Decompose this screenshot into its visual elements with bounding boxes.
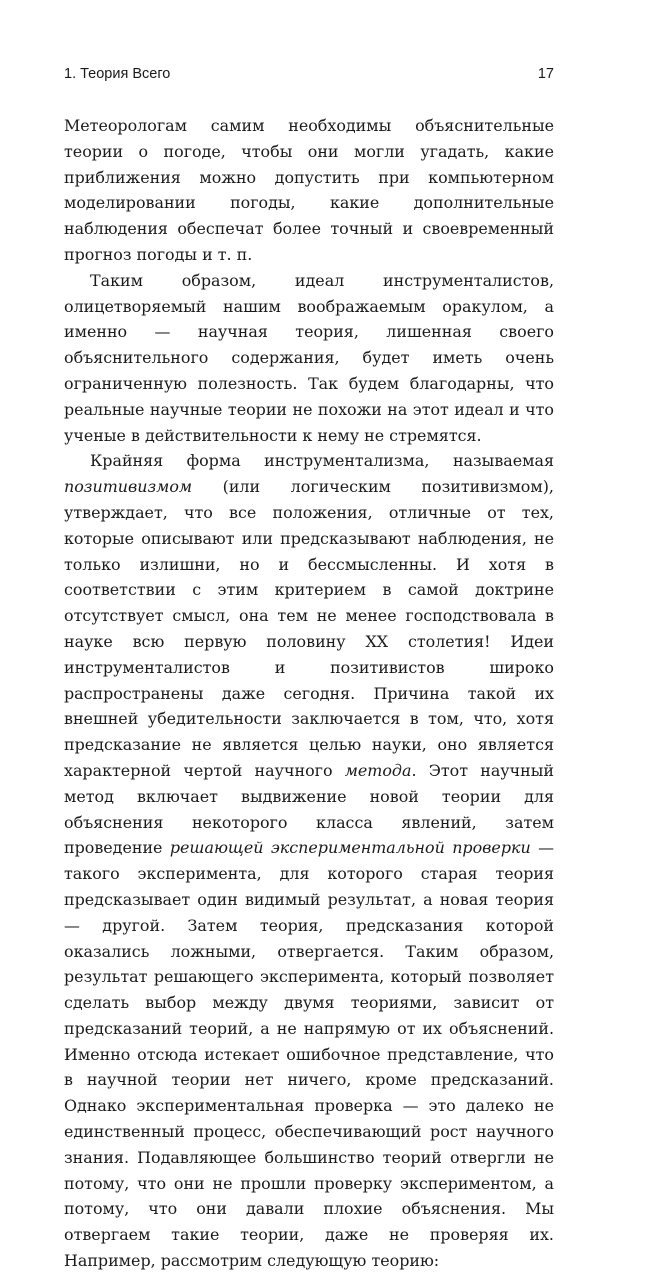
italic-term: позитивизмом	[64, 477, 193, 497]
text-run: Крайняя форма инструментализма, называемая	[90, 451, 554, 471]
body-text	[64, 113, 554, 1274]
paragraph-2	[64, 268, 554, 449]
text-run: Метеорологам самим необходимы объяснительные теории о погоде, чтобы они могли угадать, какие приближения можно допустить при компьютерном моделировании погоды, какие дополнительные наблюдения обеспечат более точный и своевременный прогноз погоды и т. п.	[64, 116, 554, 264]
text-run: — такого эксперимента, для которого старая теория предсказывает один видимый результат, а новая теория — другой. Затем теория, предсказания которой оказались ложными, отвергается. Таким образом, результат решающего эксперимента, который позволяет сделать выбор между двумя теориями, зависит от предсказаний теорий, а не напрямую от их объяснений. Именно отсюда истекает ошибочное представление, что в научной теории нет ничего, кроме предсказаний. Однако экспериментальная проверка — это далеко не единственный процесс, обеспечивающий рост научного знания. Подавляющее большинство теорий отвергли не потому, что они не прошли проверку экспериментом, а потому, что они давали плохие объяснения. Мы отвергаем такие теории, даже не проверяя их. Например, рассмотрим следующую теорию:	[64, 838, 554, 1271]
text-run: . Этот научный метод включает выдвижение новой теории для объяснения некоторого класса явлений, затем проведение	[64, 760, 554, 858]
running-head	[64, 66, 554, 86]
text-run: (или логическим позитивизмом), утверждает, что все положения, отличные от тех, которые описывают или предсказывают наблюдения, не только излишни, но и бессмысленны. И хотя в соответствии с этим критерием в самой доктрине отсутствует смысл, она тем не менее господствовала в науке всю первую половину XX столетия! Идеи инструменталистов и позитивистов широко распространены даже сегодня. Причина такой их внешней убедительности заключается в том, что, хотя предсказание не является целью науки, оно является характерной чертой научного	[64, 477, 554, 780]
text-run: Таким образом, идеал инструменталистов, олицетворяемый нашим воображаемым оракулом, а именно — научная теория, лишенная своего объяснительного содержания, будет иметь очень ограниченную полезность. Так будем благодарны, что реальные научные теории не похожи на этот идеал и что ученые в действительности к нему не стремятся.	[64, 270, 554, 445]
italic-term: метода	[344, 760, 412, 780]
chapter-title: 1. Теория Всего	[64, 66, 171, 82]
page-number: 17	[537, 66, 554, 82]
italic-term: решающей экспериментальной проверки	[169, 838, 531, 858]
paragraph-1	[64, 113, 554, 268]
paragraph-3	[64, 448, 554, 1274]
